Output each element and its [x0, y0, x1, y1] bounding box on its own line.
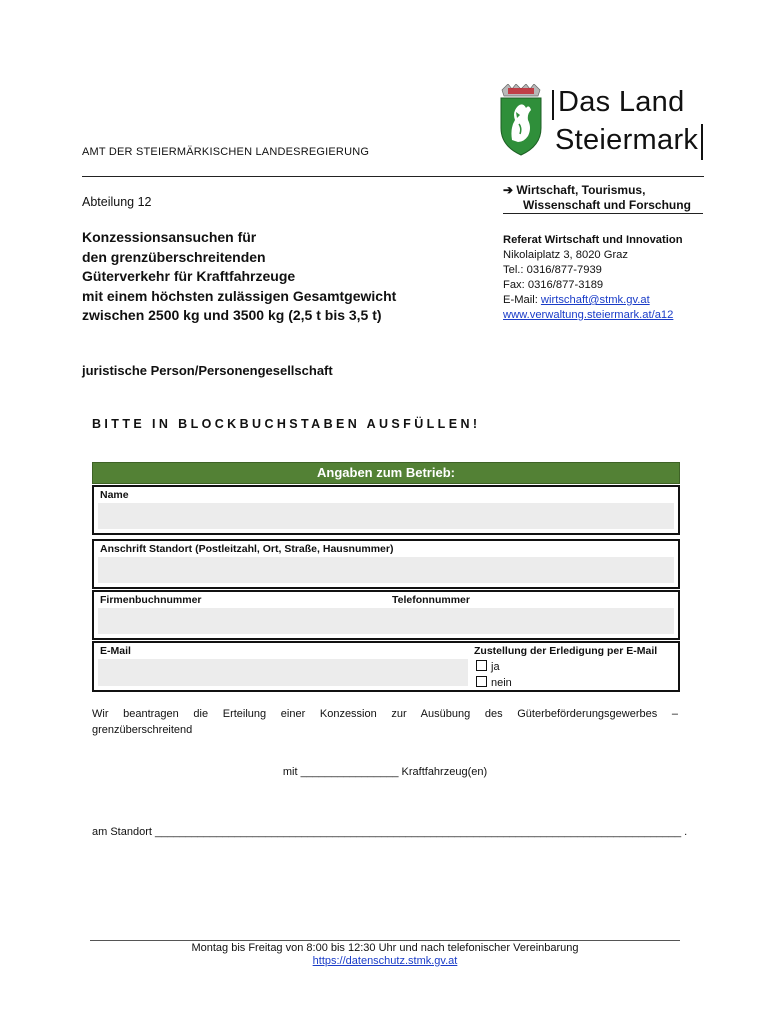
registry-phone-input[interactable]: [98, 608, 674, 634]
website-link[interactable]: www.verwaltung.steiermark.at/a12: [503, 309, 674, 321]
zustellung-label: Zustellung der Erledigung per E-Mail: [474, 645, 658, 657]
standort-label: am Standort: [92, 826, 152, 838]
location-line: [92, 826, 687, 838]
logo-text-line2: Steiermark: [555, 124, 699, 156]
footer-divider: [90, 940, 680, 941]
email-input[interactable]: [98, 659, 468, 686]
contact-email-row: [503, 293, 683, 308]
contact-fax: Fax: 0316/877-3189: [503, 279, 604, 291]
name-field: [92, 485, 680, 535]
address-field: [92, 539, 680, 589]
arrow-right-icon: ➔: [503, 183, 514, 197]
document-title: [82, 228, 396, 326]
vehicle-label: Kraftfahrzeug(en): [401, 766, 488, 778]
checkbox-box[interactable]: [476, 676, 487, 687]
checkbox-nein[interactable]: [476, 676, 512, 689]
contact-tel: Tel.: 0316/877-7939: [503, 264, 602, 276]
logo-divider-bottom: [701, 124, 703, 160]
logo-text-line1: Das Land: [558, 86, 685, 118]
title-line: Güterverkehr für Kraftfahrzeuge: [82, 268, 296, 284]
title-line: mit einem höchsten zulässigen Gesamtgewicht: [82, 287, 397, 304]
department-name: [503, 183, 691, 213]
office-hours: Montag bis Freitag von 8:00 bis 12:30 Uhr und nach telefonischer Vereinbarung: [191, 942, 579, 954]
title-line: den grenzüberschreitenden: [82, 248, 266, 265]
contact-block: [503, 233, 683, 323]
coat-of-arms-icon: [498, 84, 544, 156]
vehicle-count-line: [0, 766, 770, 778]
email-label: E-Mail:: [503, 294, 541, 306]
standort-blank[interactable]: ______________________________________________________________________________________: [154, 826, 682, 838]
firmenbuch-label: Firmenbuchnummer: [100, 594, 202, 606]
referat-name: Referat Wirtschaft und Innovation: [503, 234, 683, 246]
title-line: zwischen 2500 kg und 3500 kg (2,5 t bis 3,5 t): [82, 307, 382, 323]
department-number: Abteilung 12: [82, 195, 152, 209]
address-label: Anschrift Standort (Postleitzahl, Ort, Straße, Hausnummer): [100, 543, 394, 555]
section-header-company: Angaben zum Betrieb:: [92, 462, 680, 484]
department-line2: Wissenschaft und Forschung: [523, 198, 691, 212]
name-input[interactable]: [98, 503, 674, 529]
contact-address: Nikolaiplatz 3, 8020 Graz: [503, 249, 628, 261]
logo-divider-top: [552, 90, 554, 120]
email-link[interactable]: wirtschaft@stmk.gv.at: [540, 294, 650, 306]
footer: [0, 942, 770, 968]
mit-label: mit: [282, 766, 298, 778]
steiermark-logo: [498, 84, 708, 164]
checkbox-nein-label: nein: [491, 677, 512, 689]
standort-period: .: [684, 826, 688, 838]
authority-name: AMT DER STEIERMÄRKISCHEN LANDESREGIERUNG: [82, 146, 370, 158]
email-field-label: E-Mail: [100, 645, 131, 657]
department-line1: Wirtschaft, Tourismus,: [516, 183, 646, 197]
checkbox-ja[interactable]: [476, 660, 500, 673]
application-statement: Wir beantragen die Erteilung einer Konzession zur Ausübung des Güterbeförderungsgewerbes – grenzüberschreitend: [92, 708, 678, 736]
vehicle-count-blank[interactable]: ________________: [300, 766, 399, 778]
name-label: Name: [100, 489, 129, 501]
checkbox-ja-label: ja: [491, 661, 500, 673]
department-underline: [503, 213, 703, 214]
header-divider: [82, 176, 704, 177]
checkbox-box[interactable]: [476, 660, 487, 671]
privacy-link[interactable]: https://datenschutz.stmk.gv.at: [312, 955, 458, 967]
title-line: Konzessionsansuchen für: [82, 229, 257, 245]
legal-form: juristische Person/Personengesellschaft: [82, 363, 333, 378]
telefon-label: Telefonnummer: [392, 594, 470, 606]
block-letters-notice: BITTE IN BLOCKBUCHSTABEN AUSFÜLLEN!: [92, 417, 481, 431]
email-field: [92, 641, 680, 692]
registry-phone-field: [92, 590, 680, 640]
address-input[interactable]: [98, 557, 674, 583]
